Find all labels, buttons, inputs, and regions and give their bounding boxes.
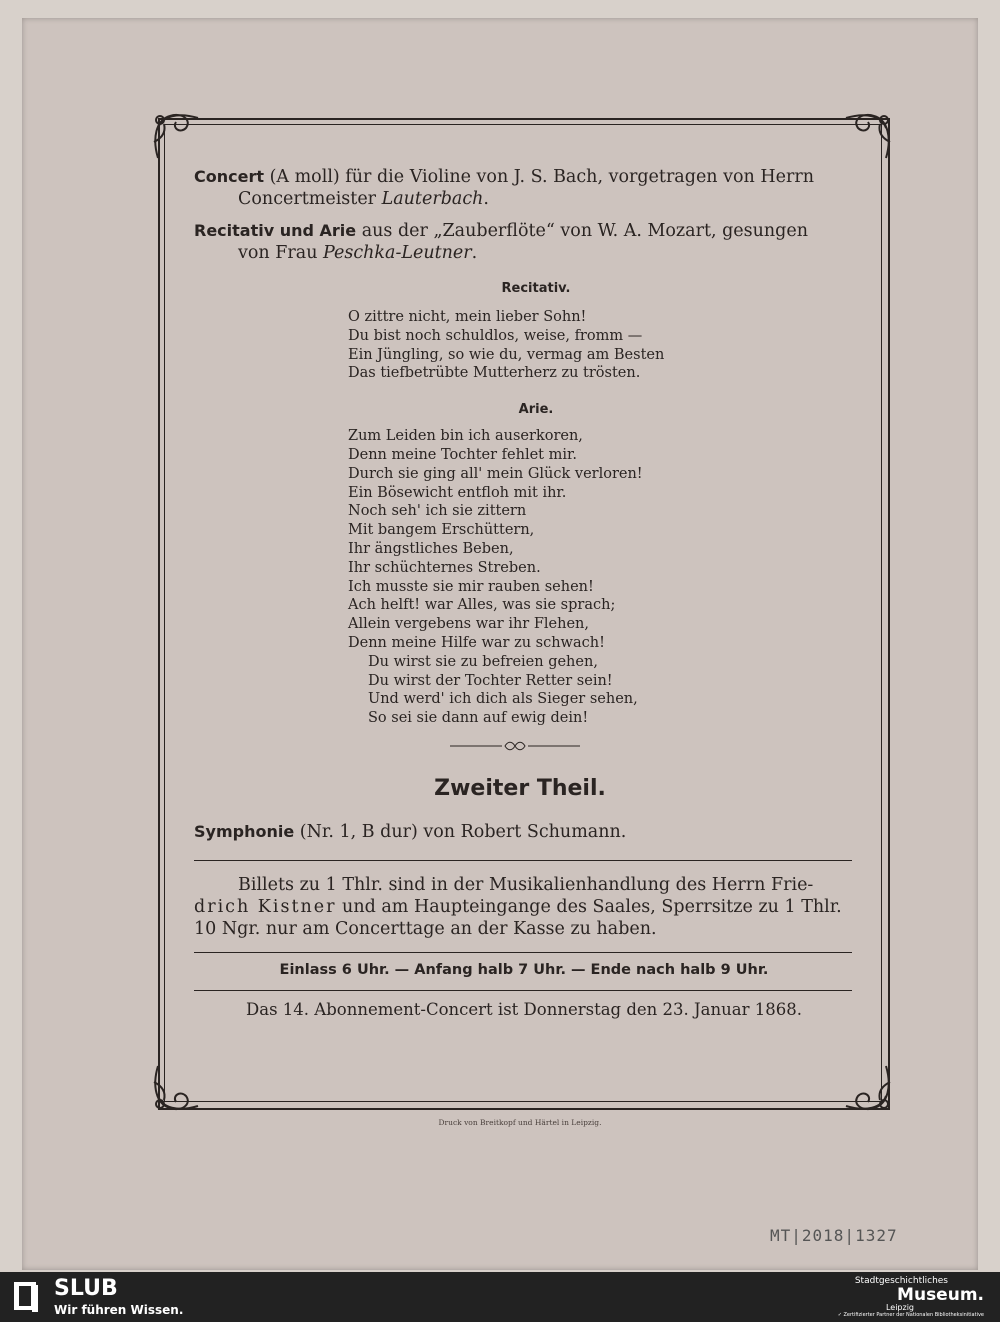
verse-line: Noch seh' ich sie zittern xyxy=(348,503,527,520)
arie-verse xyxy=(348,427,854,728)
concert-entry xyxy=(194,166,854,210)
footer-bar xyxy=(0,1272,1000,1322)
ticket-line: und am Haupteingange des Saales, Sperrsitze zu 1 Thlr. xyxy=(336,897,842,917)
recitativ-verse xyxy=(348,308,854,383)
concert-detail: (A moll) für die Violine von J. S. Bach, vorgetragen von Herrn xyxy=(264,167,815,187)
museum-city: Leipzig xyxy=(885,1303,914,1312)
aria-title: Recitativ und Arie xyxy=(194,221,357,240)
aria-detail: aus der „Zauberflöte“ von W. A. Mozart, gesungen xyxy=(356,221,809,241)
archive-signature: MT|2018|1327 xyxy=(770,1226,898,1245)
museum-brand[interactable]: Museum. xyxy=(897,1285,984,1305)
concert-cont-suffix: . xyxy=(483,189,489,209)
verse-line: Allein vergebens war ihr Flehen, xyxy=(348,616,589,633)
museum-partner-note: ✓ Zertifizierter Partner der Nationalen Bibliotheksinitiative xyxy=(837,1312,984,1318)
verse-line: Das tiefbetrübte Mutterherz zu trösten. xyxy=(348,365,641,382)
museum-label-top: Stadtgeschichtliches xyxy=(854,1276,948,1286)
verse-line: Du wirst der Tochter Retter sein! xyxy=(368,672,613,689)
verse-line: Ich musste sie mir rauben sehen! xyxy=(348,578,594,595)
verse-line: Mit bangem Erschüttern, xyxy=(348,522,535,539)
symphony-detail: (Nr. 1, B dur) von Robert Schumann. xyxy=(294,822,627,842)
corner-ornament-icon xyxy=(840,108,896,164)
ticket-line: Billets zu 1 Thlr. sind in der Musikalienhandlung des Herrn Frie- xyxy=(238,875,814,895)
aria-cont-suffix: . xyxy=(471,243,478,263)
printer-imprint: Druck von Breitkopf und Härtel in Leipzig. xyxy=(438,1118,602,1127)
verse-line: Denn meine Tochter fehlet mir. xyxy=(348,446,577,463)
verse-line: O zittre nicht, mein lieber Sohn! xyxy=(348,309,587,325)
ticket-line: 10 Ngr. nur am Concerttage an der Kasse zu haben. xyxy=(194,919,657,939)
ornament-divider-icon xyxy=(450,736,580,746)
verse-line: Ein Bösewicht entfloh mit ihr. xyxy=(348,484,567,501)
divider-rule xyxy=(194,990,852,991)
verse-line: Und werd' ich dich als Sieger sehen, xyxy=(368,691,638,708)
concert-performer: Lauterbach xyxy=(381,189,484,209)
symphony-entry xyxy=(194,822,626,842)
slub-logo-icon xyxy=(14,1282,40,1312)
schedule-times: Einlass 6 Uhr. — Anfang halb 7 Uhr. — Ende nach halb 9 Uhr. xyxy=(279,962,769,978)
next-concert-notice: Das 14. Abonnement-Concert ist Donnerstag den 23. Januar 1868. xyxy=(246,1000,802,1019)
arie-heading: Arie. xyxy=(518,402,554,418)
recitativ-heading: Recitativ. xyxy=(501,281,571,296)
verse-line: Denn meine Hilfe war zu schwach! xyxy=(348,634,605,651)
verse-line: Ach helft! war Alles, was sie sprach; xyxy=(348,597,616,614)
verse-line: Ihr schüchternes Streben. xyxy=(348,559,541,576)
slub-slogan: Wir führen Wissen. xyxy=(54,1303,184,1317)
divider-rule xyxy=(194,860,852,861)
verse-line: Durch sie ging all' mein Glück verloren! xyxy=(348,465,643,482)
corner-ornament-icon xyxy=(840,1060,896,1116)
verse-line: Ihr ängstliches Beben, xyxy=(348,540,514,557)
corner-ornament-icon xyxy=(148,108,204,164)
verse-line: Ein Jüngling, so wie du, vermag am Besten xyxy=(348,346,665,363)
ticket-info xyxy=(194,874,854,940)
concert-cont-prefix: Concertmeister xyxy=(238,189,382,209)
slub-brand[interactable]: SLUB xyxy=(54,1276,118,1301)
divider-rule xyxy=(194,952,852,953)
dealer-name: drich Kistner xyxy=(194,897,337,917)
aria-performer: Peschka-Leutner xyxy=(323,243,472,263)
verse-line: Du bist noch schuldlos, weise, fromm — xyxy=(348,327,643,344)
verse-line: Zum Leiden bin ich auserkoren, xyxy=(348,428,583,445)
aria-cont-prefix: von Frau xyxy=(238,243,324,263)
symphony-title: Symphonie xyxy=(194,822,295,841)
programme-content xyxy=(194,166,854,728)
verse-line: Du wirst sie zu befreien gehen, xyxy=(368,653,598,670)
section-title: Zweiter Theil. xyxy=(434,776,606,801)
verse-line: So sei sie dann auf ewig dein! xyxy=(368,710,589,727)
corner-ornament-icon xyxy=(148,1060,204,1116)
aria-entry xyxy=(194,220,854,264)
concert-title: Concert xyxy=(194,167,264,186)
